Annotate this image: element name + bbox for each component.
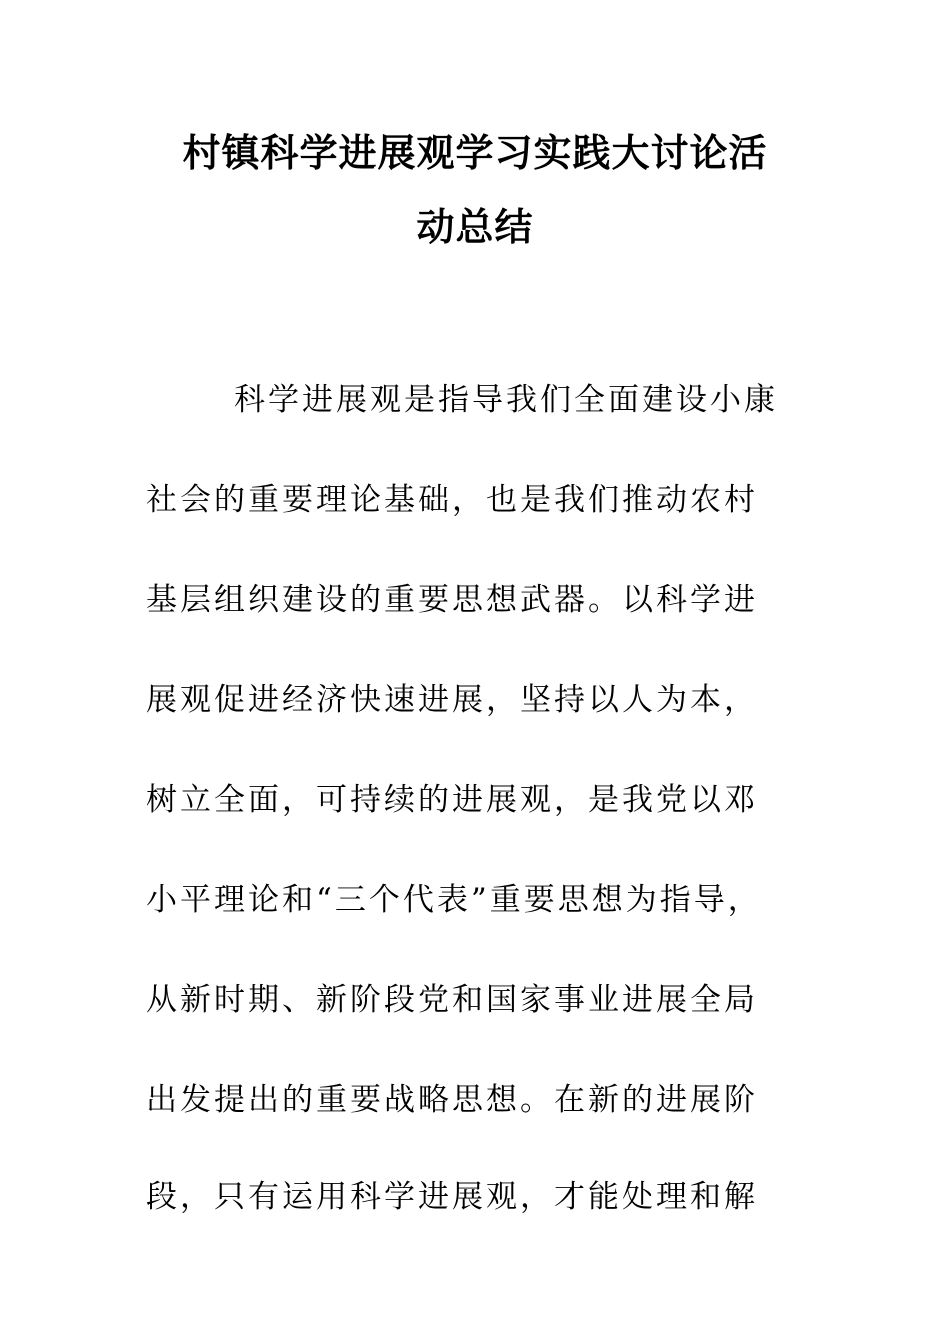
body-text-line-5: 树立全面，可持续的进展观，是我党以邓 bbox=[146, 782, 758, 818]
body-text-line-8: 出发提出的重要战略思想。在新的进展阶 bbox=[146, 1082, 758, 1118]
body-text-line-2: 社会的重要理论基础，也是我们推动农村 bbox=[146, 482, 758, 518]
body-text-line-7: 从新时期、新阶段党和国家事业进展全局 bbox=[146, 982, 758, 1018]
body-text-line-3: 基层组织建设的重要思想武器。以科学进 bbox=[146, 582, 758, 618]
document-title-line-2: 动总结 bbox=[416, 204, 534, 249]
body-text-line-6: 小平理论和“三个代表”重要思想为指导， bbox=[146, 882, 762, 918]
body-text-line-1: 科学进展观是指导我们全面建设小康 bbox=[234, 382, 778, 418]
body-text-line-4: 展观促进经济快速进展，坚持以人为本， bbox=[146, 682, 758, 718]
body-text-line-9: 段，只有运用科学进展观，才能处理和解 bbox=[146, 1179, 758, 1215]
document-title-line-1: 村镇科学进展观学习实践大讨论活 bbox=[182, 130, 768, 175]
